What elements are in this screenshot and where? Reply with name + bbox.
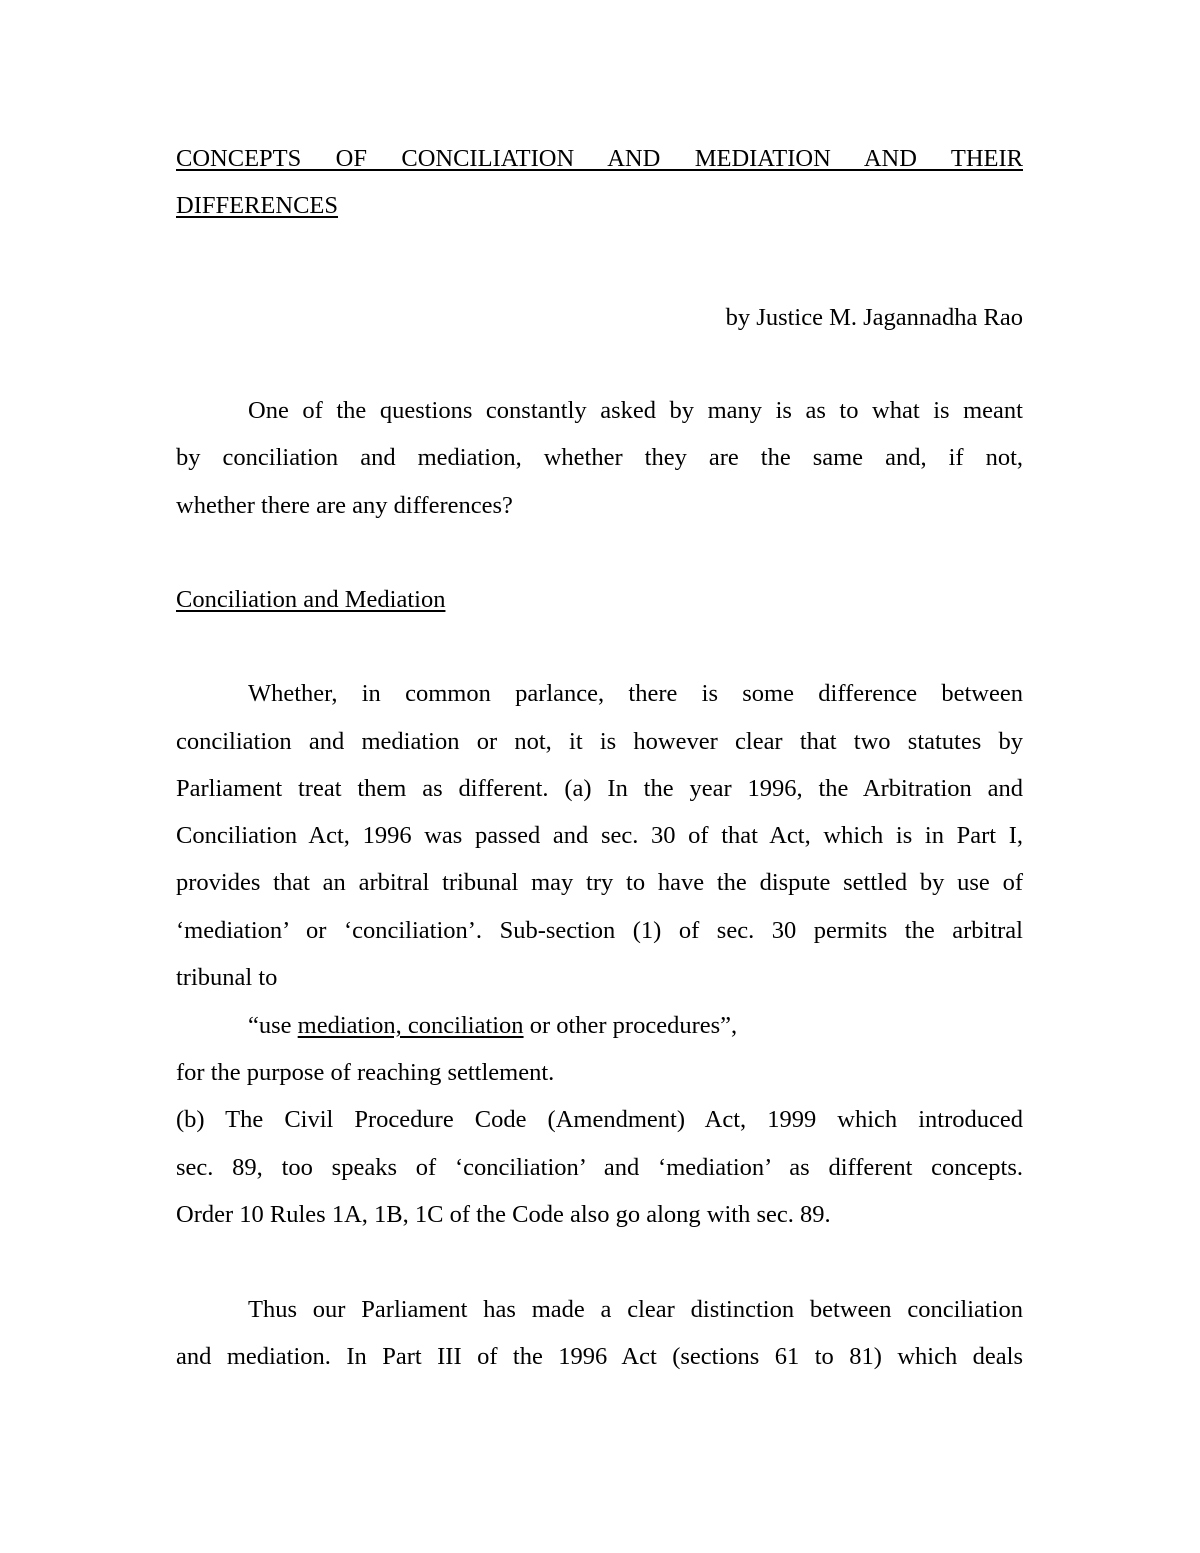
paragraph-2-line-3: Parliament treat them as different. (a) In the year 1996, the Arbitration and xyxy=(176,775,1023,802)
quote-text-before: “use xyxy=(248,1012,298,1039)
paragraph-2-line-7: tribunal to xyxy=(176,964,278,991)
quote-text-after: or other procedures”, xyxy=(523,1012,738,1039)
intro-line-1: One of the questions constantly asked by many is as to what is meant xyxy=(248,397,1023,424)
intro-line-2: by conciliation and mediation, whether they are the same and, if not, xyxy=(176,444,1023,471)
paragraph-3-line-2: (b) The Civil Procedure Code (Amendment) Act, 1999 which introduced xyxy=(176,1106,1023,1133)
paragraph-2-line-6: ‘mediation’ or ‘conciliation’. Sub-section (1) of sec. 30 permits the arbitral xyxy=(176,917,1023,944)
document-title-line-2-text: DIFFERENCES xyxy=(176,192,339,219)
paragraph-3-line-3: sec. 89, too speaks of ‘conciliation’ and ‘mediation’ as different concepts. xyxy=(176,1154,1023,1181)
paragraph-2-line-1: Whether, in common parlance, there is some difference between xyxy=(248,680,1023,707)
paragraph-4-line-1: Thus our Parliament has made a clear distinction between conciliation xyxy=(248,1296,1023,1323)
paragraph-2-line-2: conciliation and mediation or not, it is however clear that two statutes by xyxy=(176,728,1023,755)
document-title-line-2 xyxy=(176,191,1023,221)
paragraph-3-line-4: Order 10 Rules 1A, 1B, 1C of the Code also go along with sec. 89. xyxy=(176,1201,831,1228)
quote-underlined-terms: mediation, conciliation xyxy=(297,1012,524,1039)
paragraph-3-line-1: for the purpose of reaching settlement. xyxy=(176,1059,555,1086)
paragraph-2-line-5: provides that an arbitral tribunal may try to have the dispute settled by use of xyxy=(176,869,1023,896)
statute-quote xyxy=(248,1011,1023,1041)
author-byline: by Justice M. Jagannadha Rao xyxy=(725,304,1023,331)
paragraph-4-line-2: and mediation. In Part III of the 1996 Act (sections 61 to 81) which deals xyxy=(176,1343,1023,1370)
intro-line-3: whether there are any differences? xyxy=(176,492,513,519)
section-heading-text: Conciliation and Mediation xyxy=(176,586,446,613)
document-title-line-1: CONCEPTS OF CONCILIATION AND MEDIATION AND THEIR xyxy=(176,145,1023,172)
paragraph-2-line-4: Conciliation Act, 1996 was passed and sec. 30 of that Act, which is in Part I, xyxy=(176,822,1023,849)
section-heading xyxy=(176,585,1023,615)
